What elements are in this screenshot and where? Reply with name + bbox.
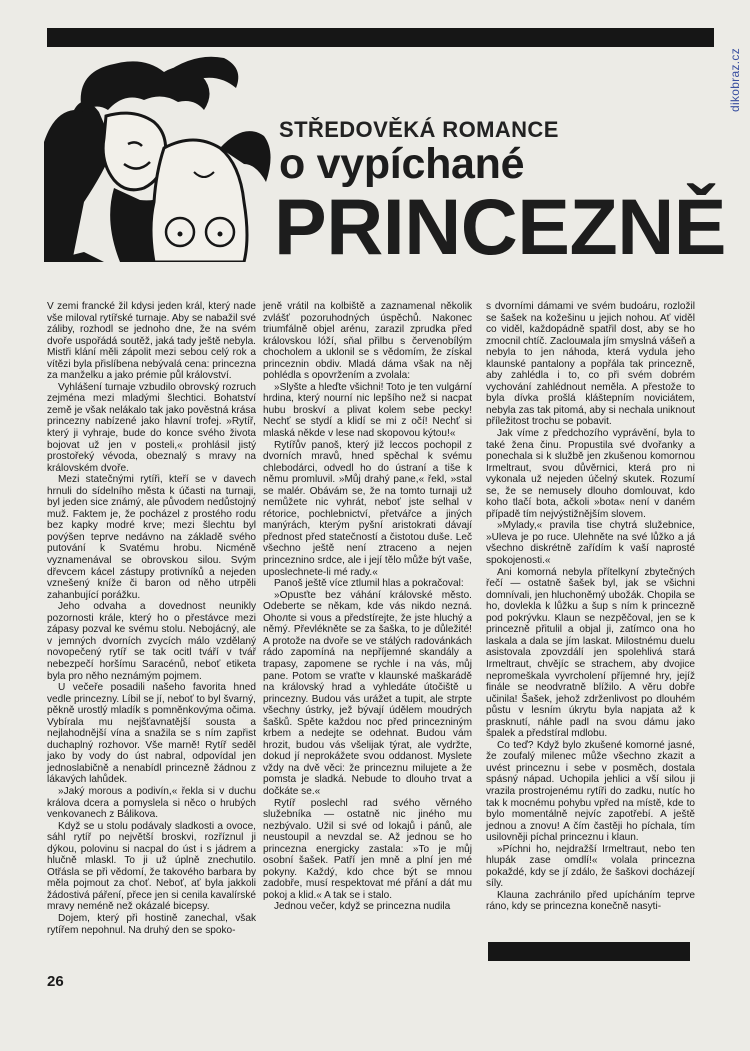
paragraph: »Opusťte bez váhání královské město. Odeberte se někam, kde vás nikdo nezná. Ohoлte si vous a předstírejte, že jste hluchý a němý. Převlékněte se za šaška, to je důležité! A protože na dvoře se ve stálých radovánkách rádo zapomíná na nepříjemné skandály a trapasy, zapomene se rychle i na vás, můj pane. Potom se vraťte v klaunské maškarádě na královský hrad a vyhledáte útočiště u princezny. Budou vás urážet a tupit, ale strpte všechny ústrky, jež bývají údělem moudrých šašků. Spěte každou noc před princezniným krbem a nedejte se odehnat. Budou vám hrozit, budou vás všelijak týrat, ale vydržte, dokud jí neprokážete svou oddanost. Myslete vždy na dvě věci: že princeznu milujete a že pomsta je sladká. Nebude to dlouho trvat a dočkáte se.« — [263, 589, 472, 797]
page-number: 26 — [47, 973, 64, 990]
text-column-1 — [47, 301, 256, 936]
paragraph: »Slyšte a hleďte všichni! Toto je ten vulgární hrdina, který nourní nic lepšího než si nacpat hubu broskví a plivat kolem sebe pecky! Nechť se stydí a klidí se mi z očí! Nechť si mlaská někde v lese nad skopovou kýtou!« — [263, 381, 472, 440]
paragraph: Panoš ještě více ztlumil hlas a pokračoval: — [274, 578, 464, 590]
paragraph: V zemi francké žil kdysi jeden král, který nade vše miloval rytířské turnaje. Aby se nabažil své záliby, rozhodl se jednoho dne, že na svém dvoře uspořádá soutěž, jaká tady ještě nebyla. Mistři klání měli zápolit mezi sebou celý rok a vítězi byla přislíbena nebývalá cena: princezna za manželku a jako prémie půl království. — [47, 301, 256, 382]
paragraph: jeně vrátil na kolbiště a zaznamenal několik zvlášť pozoruhodných úspěchů. Nakonec triumfálně objel arénu, zarazil zprudka před královskou lóží, sňal přilbu s červenobílým chocholem a uklonil se s vědomím, že získal princeznin obdiv. Mladá dáma však na něj pohlédla s opovržením a zvolala: — [263, 301, 472, 382]
heading-line-2: o vypíchané — [279, 140, 525, 188]
paragraph: Když se u stolu podávaly sladkosti a ovoce, sáhl rytíř po největší broskvi, rozříznul ji dýkou, polovinu si nacpal do úst i s jádrem a hlučně mlaskl. To ji už úplně znechutilo. Otřásla se při vědomí, že takového barbara by měla pojmout za choť. Neboť, ať byla jakkoli žádostivá páření, přece jen si cenila kavalírské mravy neméně než okázalé bicepsy. — [47, 820, 256, 913]
heading-line-3: PRINCEZNĚ — [274, 182, 726, 271]
paragraph: Jednou večer, když se princezna nudila — [274, 901, 451, 913]
illustration-princess-jester — [44, 52, 276, 262]
paragraph: Rytířův panoš, který již leccos pochopil z dvorních mravů, hned spěchal k svému chlebodárci, odvedl ho do ústraní a tiše k němu promluvil. »Můj drahý pane,« řekl, »stal se malér. Obávám se, že na tomto turnaji už nemůžete nic vyhrát, neboť jste selhal v rétorice, pochlebnictví, přetvářce a jiných manýrách, kterým pyšní aristokrati dávají přednost před statečností a čistotou duše. Leč všechno ještě není ztraceno a nejen princeznino srdce, ale i její tělo může být vaše, uposlechnete-li mé rady.« — [263, 439, 472, 578]
paragraph: Rytíř poslechl rad svého věrného služebníka — ostatně nic jiného mu nezbývalo. Užil si své od lokajů i pánů, ale neustoupil a nevzdal se. Až jednou se ho princezna energicky zastala: »To je můj osobní šašek. Patří jen mně a plní jen mé pokyny. Každý, kdo chce být se mnou zadobře, musí respektovat mé přání a dát mu pokoj a klid.« A tak se i stalo. — [263, 797, 472, 901]
bottom-decorative-bar — [488, 942, 690, 961]
paragraph: Dojem, který při hostině zanechal, však rytířem nepohnul. Na druhý den se spoko- — [47, 912, 256, 936]
paragraph: Jak víme z předchozího vyprávění, byla to také žena činu. Propustila své dvořanky a ponechala si k službě jen zkušenou komornou Irmeltraut, svou důvěrnici, která pro ni vykonala už nejeden účelný skutek. Rozumí se, že se nemusely dlouho domlouvat, kdo koho tlačí bota, ačkoli »bota« není v daném případě tím nejvýstižnějším slovem. — [486, 428, 695, 520]
paragraph: »Píchni ho, nejdražší Irmeltraut, nebo ten hlupák zase omdlí!« volala princezna pokaždé, kdy se jí zdálo, že šaškovi docházejí síly. — [486, 843, 695, 890]
text-column-3 — [486, 301, 695, 913]
paragraph: Jeho odvaha a dovednost neunikly pozornosti krále, který ho o přestávce mezi zápasy pozval ke svému stolu. Nebojácný, ale v jemných dvorních zvycích málo vzdělaný novopečený rytíř se tak ocitl tváří v tvář nebezpečí horšímu Saracénů, neboť etiketa byla pro něho neznámým pojmem. — [47, 601, 256, 682]
heading-line-1: STŘEDOVĚKÁ ROMANCE — [279, 117, 559, 142]
text-column-2 — [263, 301, 472, 913]
paragraph: Mezi statečnými rytíři, kteří se v davech hrnuli do sídelního města k účasti na turnaji, byl jeden sice známý, ale původem nedůstojný muž. Faktem je, že pocházel z prostého rodu bez kapky modré krve; mezi šlechtu byl povýšen teprve nedávno na základě svého putování k Svatému hrobu. Nicméně vyznamenával se obrovskou silou. Svým dřevcem kácel zástupy protivníků a nejeden vznešený kníže či baron od něho utrpěli zahanbující porážku. — [47, 474, 256, 601]
paragraph: Co teď? Když bylo zkušené komorné jasné, že zoufalý milenec může všechno zkazit a uvést princeznu i sebe v posměch, dostala spásný nápad. Uchopila jehlici a vší silou ji vrazila prostrojenému rytíři do zadku, nutíc ho tak k mocnému pohybu vpřed na místě, kde to bylo momentálně nejvíc zapotřebí. A ještě jednou a znovu! A čím častěji ho píchala, tím usilovněji píchal princeznu i klaun. — [486, 739, 695, 844]
paragraph: Klauna zachránilo před upícháním teprve ráno, kdy se princezna konečně nasyti- — [486, 889, 695, 913]
paragraph: U večeře posadili našeho favorita hned vedle princezny. Líbil se jí, neboť to byl švarný, pěkně urostlý mladík s pomněnkovýma očima. Vybírala mu nejšťavnatější sousta a nejlahodnější vína a snažila se s ním zapřist duchaplný rozhovor. Vše marně! Rytíř seděl jako by vody do úst nabral, odpovídal jen jednoslabičně a nenabídl princezně žádnou z lákavých lahůdek. — [47, 682, 256, 786]
paragraph: »Jaký morous a podivín,« řekla si v duchu králova dcera a pomyslela si něco o hrubých venkovanech z Bálikova. — [47, 785, 256, 821]
paragraph: »Mylady,« pravila tise chytrá služebnice, »Uleva je po ruce. Ulehněte na své lůžko a já všechno diskrétně zařídím k vaší naprosté spokojenosti.« — [486, 520, 695, 567]
watermark-text: dikobraz.cz — [728, 48, 742, 112]
paragraph: Vyhlášení turnaje vzbudilo obrovský rozruch zejména mezi mladými šlechtici. Bohatství země je však nelákalo tak jako pověstná krása princezny nabízené jako hlavní trofej. »Rytíř, který ji vyhraje, bude do konce svého života bojovat už jen v posteli,« prohlásil jistý prostořeký vévoda, obeznalý s mravy na královském dvoře. — [47, 381, 256, 474]
paragraph: s dvorními dámami ve svém budoáru, rozložil se šašek na kožešinu u jejich nohou. Ať viděl co viděl, každopádně spatřil dost, aby se ho zmocnil chtíč. Zaclouмala jím smyslná vášeň a nebyla to jen náhoda, která vydula jeho klaunské pantalony a popřála tak princezně, aby zahlédla i to, co při svém dobrém vychování zahlédnout neměla. A přestože to byla dívka prošlá kláštерním noviciátem, nebyla zas tak pitomá, aby si nechala uniknout příležitost trochu se pobavit. — [486, 301, 695, 428]
paragraph: Ani komorná nebyla přítelkyní zbytečných řečí — ostatně šašek byl, jak se všichni domnívali, jen hluchoněmý ubožák. Chopila se ho, dovlekla k lůžku a šup s ním k princezně pod pokrývku. Klaun se nezpěčoval, jen se k princezně přitulil a objal ji, zatímco ona ho laskala a dala se jím laskat. Milostnému duelu asistovala zpovzdálí jen spolehlivá stará Irmeltraut, chvějíc se strachem, aby dvojice nepromeškala vyvrcholení příjemné hry, jejíž finále se neodvratně blížilo. A věru dobře učinila! Šašek, jehož zdrženlivost po dlouhém půstu v lesním úkrytu byla napjata až k prasknutí, náhle padl na svou dámu jako špalek a předstíral mdlobu. — [486, 566, 695, 740]
watermark — [723, 10, 741, 120]
top-decorative-bar — [47, 28, 714, 47]
